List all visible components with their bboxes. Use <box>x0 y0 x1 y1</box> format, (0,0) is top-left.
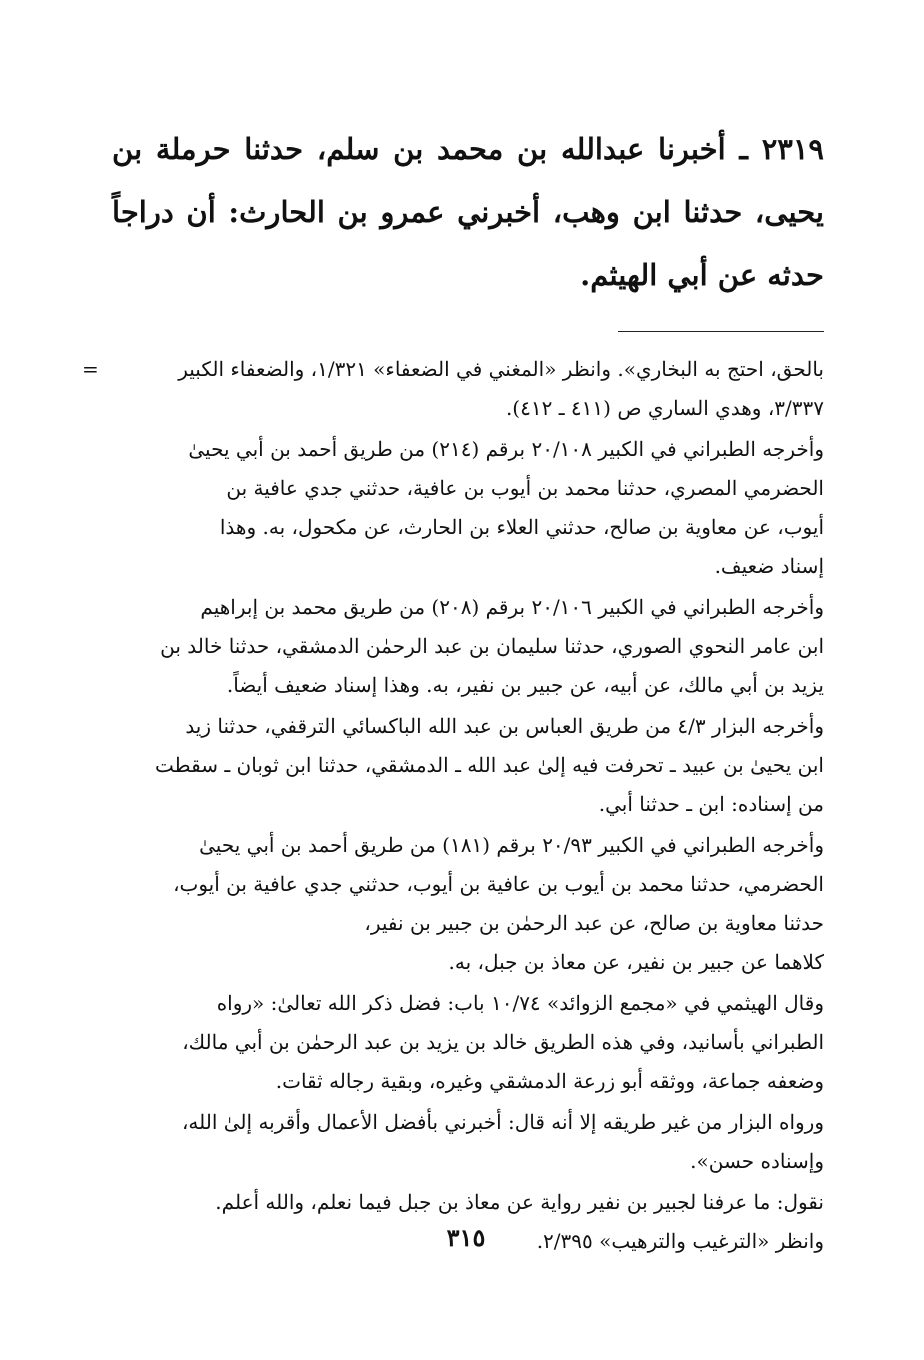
footnote-line: وإسناده حسن». <box>690 1149 824 1173</box>
footnote-line: الطبراني بأسانيد، وفي هذه الطريق خالد بن يزيد بن عبد الرحمٰن بن أبي مالك، <box>182 1030 824 1054</box>
footnote-line: من إسناده: ابن ـ حدثنا أبي. <box>598 792 824 816</box>
footnote-line: وأخرجه الطبراني في الكبير ٢٠/١٠٦ برقم (٢٠٨) من طريق محمد بن إبراهيم <box>200 595 824 619</box>
continuation-mark: = <box>82 357 99 381</box>
footnote-line: وأخرجه الطبراني في الكبير ٢٠/٩٣ برقم (١٨١) من طريق أحمد بن أبي يحيىٰ <box>199 833 824 857</box>
hadith-text <box>108 118 824 307</box>
footnote-line: يزيد بن أبي مالك، عن أبيه، عن جبير بن نفير، به. وهذا إسناد ضعيف أيضاً. <box>226 673 824 697</box>
footnote-paragraph <box>108 707 824 824</box>
footnote-line: حدثنا معاوية بن صالح، عن عبد الرحمٰن بن جبير بن نفير، <box>364 911 824 935</box>
footnote-line: وقال الهيثمي في «مجمع الزوائد» ١٠/٧٤ باب: فضل ذكر الله تعالىٰ: «رواه <box>216 991 824 1015</box>
footnote-paragraph <box>108 826 824 982</box>
hadith-body: ـ أخبرنا عبدالله بن محمد بن سلم، حدثنا حرملة بن يحيى، حدثنا ابن وهب، أخبرني عمرو بن الحارث: أن دراجاً حدثه عن أبي الهيثم. <box>112 132 824 292</box>
footnote-line: وضعفه جماعة، ووثقه أبو زرعة الدمشقي وغيره، وبقية رجاله ثقات. <box>275 1069 824 1093</box>
footnote-line: ٣/٣٣٧، وهدي الساري ص (٤١١ ـ ٤١٢). <box>505 396 824 420</box>
footnote-line: ابن عامر النحوي الصوري، حدثنا سليمان بن عبد الرحمٰن الدمشقي، حدثنا خالد بن <box>160 634 824 658</box>
footnote-separator <box>618 331 824 332</box>
footnote-line: ورواه البزار من غير طريقه إلا أنه قال: أخبرني بأفضل الأعمال وأقربه إلىٰ الله، <box>181 1110 824 1134</box>
footnote-line: أيوب، عن معاوية بن صالح، حدثني العلاء بن الحارث، عن مكحول، به. وهذا <box>219 515 824 539</box>
footnotes <box>82 350 824 1263</box>
footnote-line: وأخرجه الطبراني في الكبير ٢٠/١٠٨ برقم (٢١٤) من طريق أحمد بن أبي يحيىٰ <box>188 437 824 461</box>
footnote-line: إسناد ضعيف. <box>714 554 824 578</box>
footnote-line: بالحق، احتج به البخاري». وانظر «المغني في الضعفاء» ١/٣٢١، والضعفاء الكبير <box>178 357 824 381</box>
footnote-paragraph <box>82 350 824 428</box>
footnote-paragraph <box>108 984 824 1101</box>
hadith-number: ٢٣١٩ <box>761 132 824 166</box>
footnote-paragraph <box>108 1103 824 1181</box>
footnote-line: الحضرمي المصري، حدثنا محمد بن أيوب بن عافية، حدثني جدي عافية بن <box>226 476 824 500</box>
footnote-paragraph <box>108 430 824 586</box>
footnote-line: الحضرمي، حدثنا محمد بن أيوب بن عافية بن أيوب، حدثني جدي عافية بن أيوب، <box>173 872 824 896</box>
footnote-line: كلاهما عن جبير بن نفير، عن معاذ بن جبل، به. <box>448 950 824 974</box>
footnote-line: ابن يحيىٰ بن عبيد ـ تحرفت فيه إلىٰ عبد الله ـ الدمشقي، حدثنا ابن ثوبان ـ سقطت <box>155 753 824 777</box>
footnote-line: وأخرجه البزار ٤/٣ من طريق العباس بن عبد الله الباكسائي الترقفي، حدثنا زيد <box>185 714 824 738</box>
footnote-line: وانظر «الترغيب والترهيب» ٢/٣٩٥. <box>536 1229 824 1253</box>
page-number: ٣١٥ <box>446 1223 486 1252</box>
book-page <box>82 118 824 1258</box>
footnote-line: نقول: ما عرفنا لجبير بن نفير رواية عن معاذ بن جبل فيما نعلم، والله أعلم. <box>215 1190 824 1214</box>
footnote-paragraph <box>108 588 824 705</box>
